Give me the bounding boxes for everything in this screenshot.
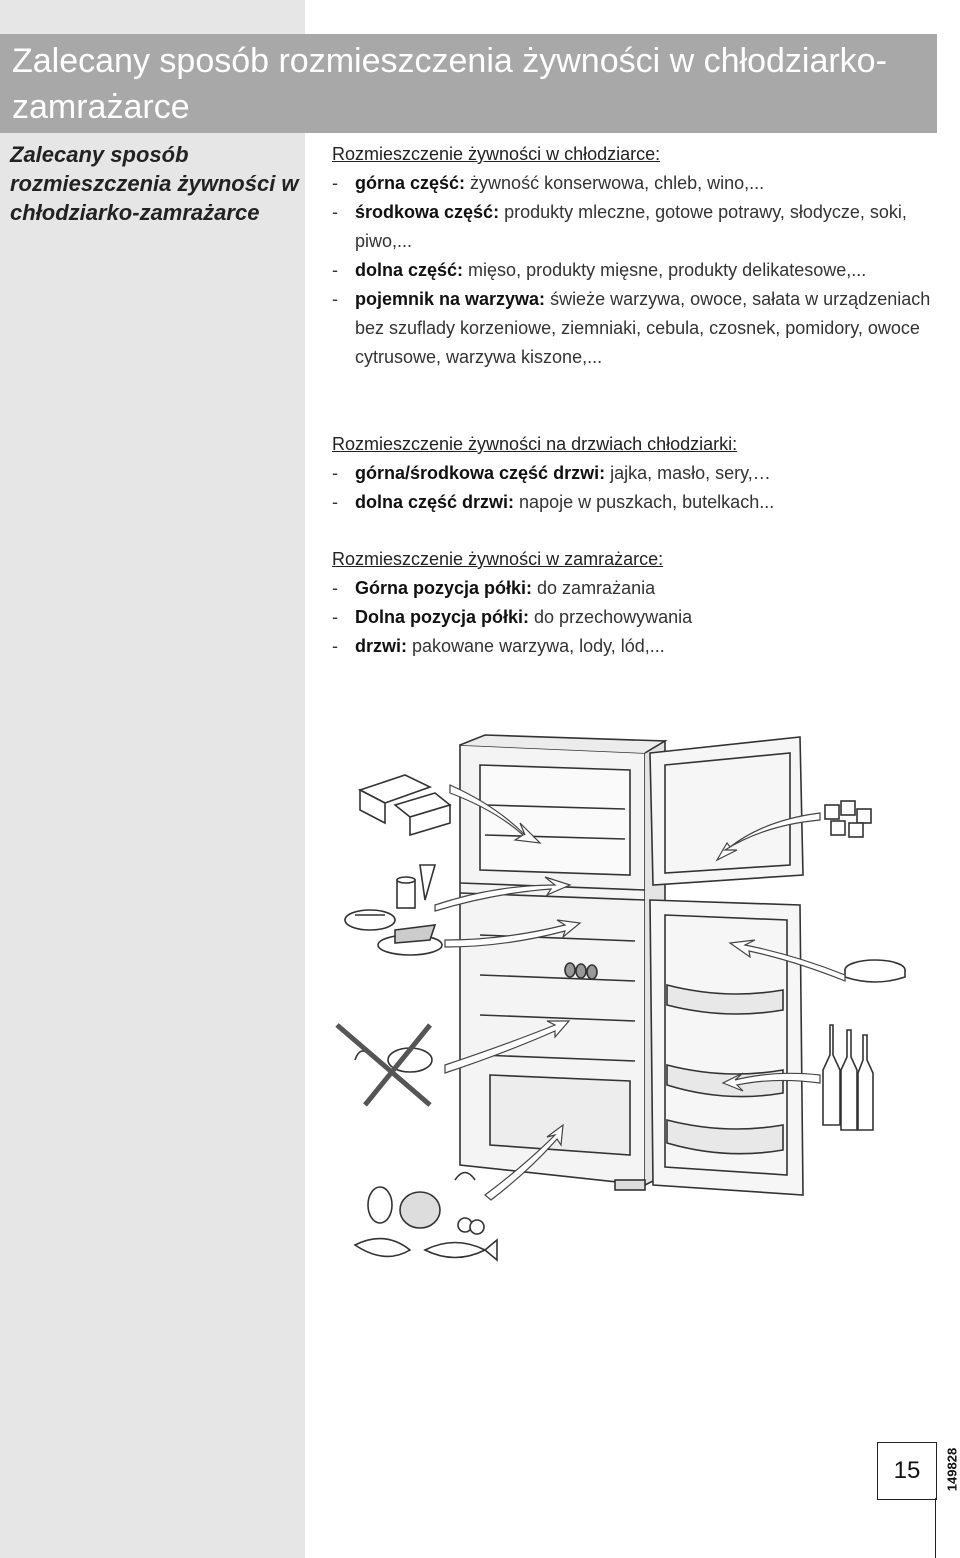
item-label: Górna pozycja półki: [355,578,533,598]
list-item: - Górna pozycja półki: do zamrażania [332,578,656,598]
section-title: Rozmieszczenie żywności w zamrażarce: [332,549,664,569]
section-title: Rozmieszczenie żywności na drzwiach chłodziarki: [332,434,738,454]
canned-food-icon [397,865,435,908]
item-label: drzwi: [355,636,407,656]
cheese-icon [345,910,395,930]
item-label: górna część: [355,173,466,193]
fridge-doors-icon [650,737,803,1195]
section-title: Rozmieszczenie żywności w chłodziarce: [332,144,661,164]
item-text: napoje w puszkach, butelkach... [514,492,775,512]
page-number: 15 [877,1442,937,1500]
item-label: górna/środkowa część drzwi: [355,463,606,483]
item-text: mięso, produkty mięsne, produkty delikatesowe,... [463,260,867,280]
item-text: jajka, masło, sery,… [605,463,771,483]
list-item: - górna/środkowa część drzwi: jajka, masło, sery,… [332,463,771,483]
left-panel [0,0,305,1558]
item-text: żywność konserwowa, chleb, wino,... [465,173,765,193]
cheese-wheel-icon [845,960,905,982]
section-freezer [332,545,932,661]
list-item: - dolna część: mięso, produkty mięsne, produkty delikatesowe,... [332,260,867,280]
bottles-icon [823,1025,873,1130]
list-item: - dolna część drzwi: napoje w puszkach, butelkach... [332,492,775,512]
side-heading: Zalecany sposób rozmieszczenia żywności w chłodziarko-zamrażarce [10,142,299,225]
page-edge-line [935,1498,936,1558]
section-fridge [332,140,932,372]
frozen-packages-icon [360,775,450,835]
cake-icon [378,925,442,955]
page-title: Zalecany sposób rozmieszczenia żywności w chłodziarko-zamrażarce [12,42,887,126]
item-text: do przechowywania [529,607,693,627]
fridge-body-icon [460,735,665,1190]
list-item: - pojemnik na warzywa: świeże warzywa, owoce, sałata w urządzeniach bez szuflady korzeniowe, ziemniaki, cebula, czosnek, pomidory, owoce cytrusowe, warzywa kiszone,... [332,289,931,367]
vegetables-icon [368,1173,484,1235]
list-item: - drzwi: pakowane warzywa, lody, lód,... [332,636,665,656]
list-item: - Dolna pozycja półki: do przechowywania [332,607,693,627]
hot-pot-crossed-icon [337,1025,432,1105]
document-code-text: 149828 [944,1447,960,1492]
section-fridge-door [332,430,932,517]
fish-icon [355,1239,497,1260]
item-text: produkty mleczne, gotowe potrawy, słodycze, soki, piwo,... [355,202,907,251]
document-code [938,1440,960,1510]
ice-cubes-icon [825,801,871,837]
item-label: pojemnik na warzywa: [355,289,546,309]
item-text: świeże warzywa, owoce, sałata w urządzeniach bez szuflady korzeniowe, ziemniaki, cebula, czosnek, pomidory, owoce cytrusowe, warzywa kiszone,... [355,289,931,367]
item-text: do zamrażania [532,578,656,598]
list-item: - górna część: żywność konserwowa, chleb, wino,... [332,173,765,193]
item-label: środkowa część: [355,202,500,222]
item-label: Dolna pozycja półki: [355,607,530,627]
item-label: dolna część: [355,260,464,280]
list-item: - środkowa część: produkty mleczne, gotowe potrawy, słodycze, soki, piwo,... [332,202,907,251]
item-text: pakowane warzywa, lody, lód,... [407,636,665,656]
fridge-illustration [325,725,925,1285]
item-label: dolna część drzwi: [355,492,515,512]
